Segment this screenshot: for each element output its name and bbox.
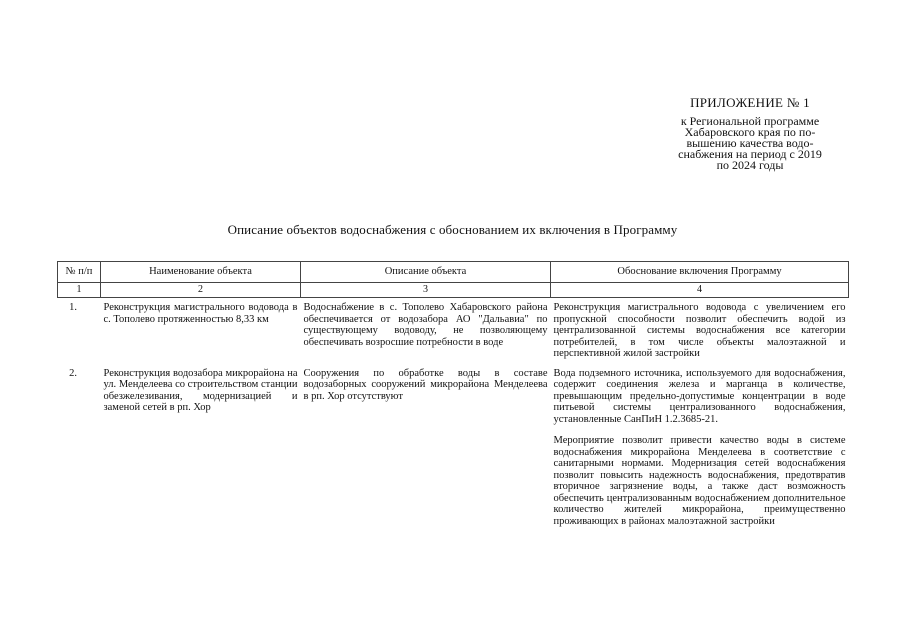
column-number: 1 <box>58 283 101 298</box>
table-header-row <box>58 262 849 283</box>
appendix-line: к Региональной программе <box>680 114 820 128</box>
column-number: 2 <box>101 283 301 298</box>
appendix-heading: ПРИЛОЖЕНИЕ № 1 <box>690 95 810 110</box>
table-column-numbers-row <box>58 283 849 298</box>
column-number: 3 <box>301 283 551 298</box>
header-object-name: Наименование объекта <box>101 262 301 283</box>
appendix-line: по 2024 годы <box>716 158 784 172</box>
document-title: Описание объектов водоснабжения с обоснованием их включения в Программу <box>227 222 678 237</box>
header-object-description: Описание объекта <box>301 262 551 283</box>
header-justification: Обоснование включения Программу <box>551 262 849 283</box>
column-number: 4 <box>551 283 849 298</box>
header-number: № п/п <box>58 262 101 283</box>
objects-table <box>57 261 849 531</box>
row-number: 2. <box>69 367 77 379</box>
appendix-line: снабжения на период с 2019 <box>678 147 822 161</box>
table-row <box>58 298 849 364</box>
object-description: Сооружения по обработке воды в составе водозаборных сооружений микрорайона Менделеева в рп. Хор отсутствуют <box>303 367 548 402</box>
appendix-block <box>650 96 850 171</box>
justification-text: Реконструкция магистрального водовода с увеличением его пропускной способности позволит обеспечить водой из централизованной системы водоснабжения все категории потребителей, в том числе объекты малоэтажной и перспективной жилой застройки <box>553 302 846 359</box>
justification-text: Вода подземного источника, используемого для водоснабжения, содержит соединения железа и марганца в количестве, превышающим предельно-допустимые концентрации в воде питьевой системы централизованного водоснабжения, установленные СанПиН 1.2.3685-21. <box>553 367 846 425</box>
object-justification <box>551 298 849 364</box>
object-name: Реконструкция водозабора микрорайона на ул. Менделеева со строительством станции обезжелезивания, модернизацией и заменой сетей в рп. Хор <box>103 367 298 413</box>
row-number: 1. <box>69 302 77 313</box>
object-description: Водоснабжение в с. Тополево Хабаровского района обеспечивается от водозабора АО "Дальавиа" по существующему водоводу, не позволяющему обеспечивать возросшие потребности в воде <box>303 302 548 348</box>
appendix-line: Хабаровского края по по- <box>684 125 816 139</box>
object-justification <box>551 364 849 532</box>
object-name: Реконструкция магистрального водовода в с. Тополево протяженностью 8,33 км <box>103 302 298 325</box>
justification-note: Мероприятие позволит привести качество воды в системе водоснабжения микрорайона Менделеева в соответствие с санитарными нормами. Модернизация сетей водоснабжения позволит повысить надежность водоснабжения, предотвратив вторичное загрязнение воды, а также даст возможность обеспечить централизованным водоснабжением дополнительное количество жителей микрорайона, преимущественно проживающих в районах малоэтажной застройки <box>553 435 846 527</box>
appendix-line: вышению качества водо- <box>686 136 814 150</box>
table-row <box>58 364 849 532</box>
